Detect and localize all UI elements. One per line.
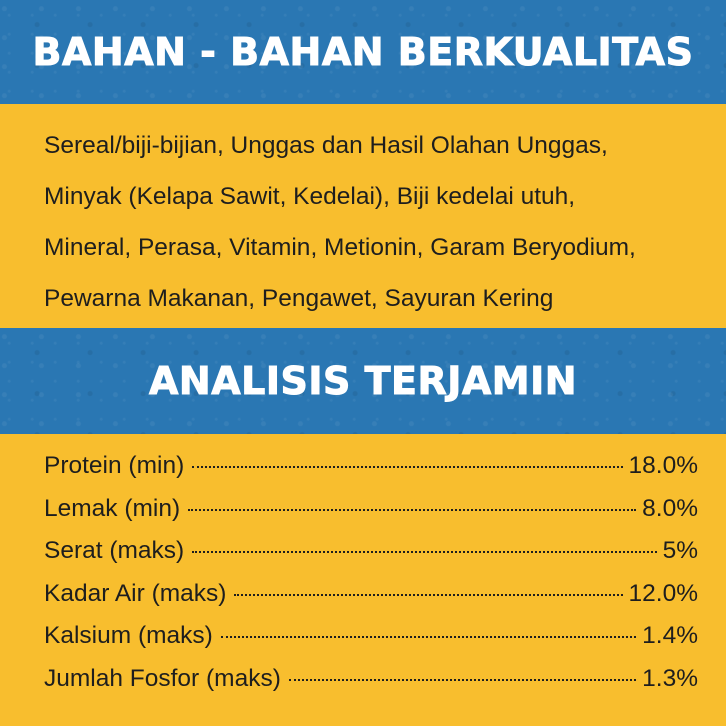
analysis-value: 12.0% xyxy=(628,579,698,607)
analysis-heading: ANALISIS TERJAMIN xyxy=(148,359,578,403)
analysis-label: Serat (maks) xyxy=(44,537,185,564)
analysis-label: Jumlah Fosfor (maks) xyxy=(44,664,281,692)
analysis-value: 18.0% xyxy=(628,452,698,479)
ingredients-line: Mineral, Perasa, Vitamin, Metionin, Garam Beryodium, xyxy=(44,234,636,261)
analysis-header-band xyxy=(0,328,726,434)
analysis-row-phosphorus xyxy=(44,658,698,701)
analysis-row-protein xyxy=(44,445,698,488)
analysis-label: Kalsium (maks) xyxy=(44,622,213,649)
ingredients-line: Pewarna Makanan, Pengawet, Sayuran Kering xyxy=(44,285,554,312)
dot-leader xyxy=(192,551,656,553)
ingredients-list xyxy=(44,120,704,324)
dot-leader xyxy=(188,509,636,511)
analysis-label: Kadar Air (maks) xyxy=(44,579,227,607)
analysis-row-moisture xyxy=(44,573,698,616)
analysis-value: 1.4% xyxy=(642,622,698,649)
dot-leader xyxy=(221,636,636,638)
ingredients-heading: BAHAN - BAHAN BERKUALITAS xyxy=(32,30,694,74)
analysis-value: 5% xyxy=(662,537,698,564)
ingredients-line: Sereal/biji-bijian, Unggas dan Hasil Olahan Unggas, xyxy=(44,132,608,159)
analysis-label: Protein (min) xyxy=(44,452,185,479)
analysis-label: Lemak (min) xyxy=(44,494,181,522)
analysis-value: 8.0% xyxy=(642,494,698,522)
dot-leader xyxy=(234,594,622,596)
dot-leader xyxy=(289,679,636,681)
analysis-row-calcium xyxy=(44,615,698,658)
ingredients-line: Minyak (Kelapa Sawit, Kedelai), Biji kedelai utuh, xyxy=(44,183,576,210)
analysis-value: 1.3% xyxy=(642,664,698,692)
guaranteed-analysis-table xyxy=(44,445,698,700)
ingredients-header-band xyxy=(0,0,726,104)
dot-leader xyxy=(192,466,622,468)
analysis-row-fat xyxy=(44,488,698,531)
analysis-row-fiber xyxy=(44,530,698,573)
